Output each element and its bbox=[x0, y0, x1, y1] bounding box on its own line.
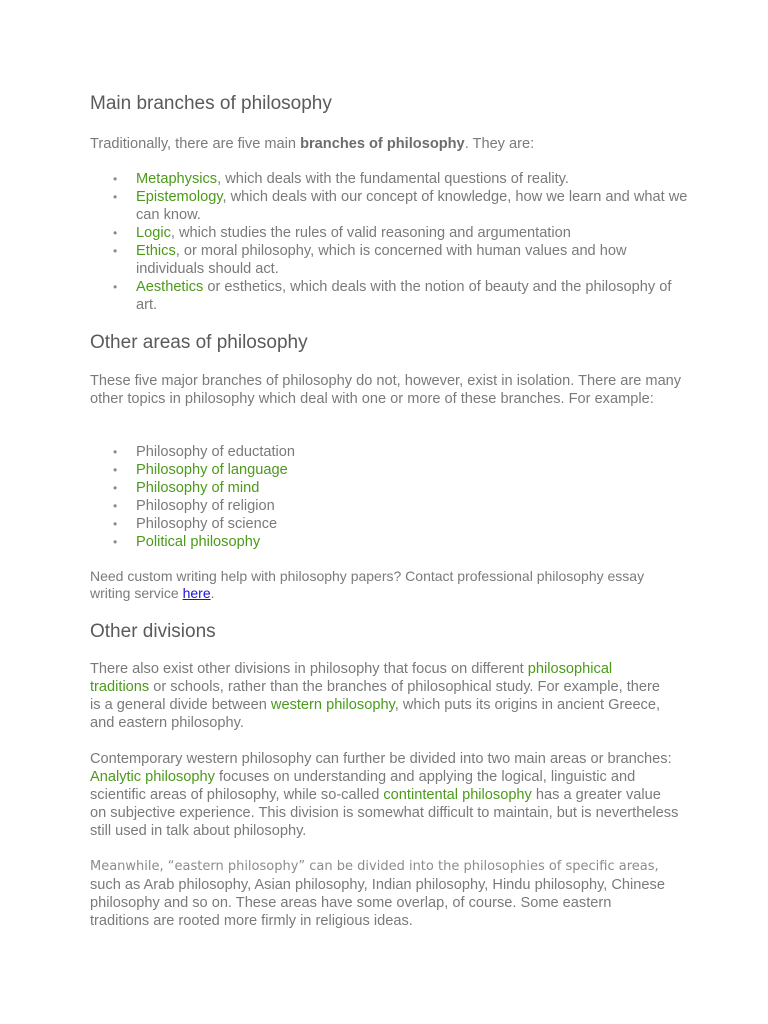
list-item: • Philosophy of religion bbox=[90, 497, 690, 515]
branches-list bbox=[90, 170, 690, 314]
divisions-paragraph-2: Contemporary western philosophy can further be divided into two main areas or branches: Analytic philosophy focuses on understanding and applying the logical, linguistic and scientific areas of philosophy, while so-called contintental philosophy has a greater value on subjective experience. This division is somewhat difficult to maintain, but is nevertheless still used in talk about philosophy. bbox=[90, 751, 679, 839]
divisions-paragraph-1: There also exist other divisions in philosophy that focus on different philosophical traditions or schools, rather than the branches of philosophical study. For example, there is a general divide between western philosophy, which puts its origins in ancient Greece, and eastern philosophy. bbox=[90, 661, 661, 731]
paragraph-first-line: Meanwhile, “eastern philosophy” can be divided into the philosophies of specific areas, bbox=[90, 859, 659, 874]
epistemology-link[interactable]: Epistemology bbox=[136, 189, 223, 205]
list-item bbox=[90, 533, 690, 551]
list-item: • Ethics, or moral philosophy, which is concerned with human values and how individuals should act. bbox=[90, 242, 690, 278]
political-philosophy-link[interactable]: Political philosophy bbox=[136, 534, 261, 550]
other-areas-list bbox=[90, 443, 690, 551]
list-item: • Epistemology, which deals with our concept of knowledge, how we learn and what we can know. bbox=[90, 188, 690, 224]
list-item: • Metaphysics, which deals with the fundamental questions of reality. bbox=[90, 170, 690, 188]
list-item: • Logic, which studies the rules of valid reasoning and argumentation bbox=[90, 224, 690, 242]
philosophy-of-language-link[interactable]: Philosophy of language bbox=[136, 462, 288, 478]
ethics-link[interactable]: Ethics bbox=[136, 243, 176, 259]
branches-bold-text: branches of philosophy bbox=[300, 136, 465, 152]
philosophical-traditions-link[interactable]: philosophical traditions bbox=[90, 661, 613, 695]
divisions-paragraph-3: Meanwhile, “eastern philosophy” can be divided into the philosophies of specific areas, such as Arab philosophy, Asian philosophy, Indian philosophy, Hindu philosophy, Chinese philosophy and so on. These areas have some overlap, of course. Some eastern traditions are rooted more firmly in religious ideas. bbox=[90, 859, 665, 929]
heading-other-areas: Other areas of philosophy bbox=[90, 332, 308, 353]
list-item: • Aesthetics or esthetics, which deals with the notion of beauty and the philosophy of art. bbox=[90, 278, 690, 314]
heading-main-branches: Main branches of philosophy bbox=[90, 93, 332, 114]
intro-paragraph: Traditionally, there are five main branches of philosophy. They are: bbox=[90, 136, 535, 152]
aesthetics-link[interactable]: Aesthetics bbox=[136, 279, 204, 295]
here-link[interactable]: here bbox=[182, 585, 211, 601]
logic-link[interactable]: Logic bbox=[136, 225, 171, 241]
list-item bbox=[90, 461, 690, 479]
list-item bbox=[90, 479, 690, 497]
western-philosophy-link[interactable]: western philosophy bbox=[270, 697, 395, 713]
philosophy-of-mind-link[interactable]: Philosophy of mind bbox=[136, 480, 260, 496]
heading-other-divisions: Other divisions bbox=[90, 621, 216, 642]
other-areas-paragraph: These five major branches of philosophy do not, however, exist in isolation. There are many other topics in philosophy which deal with one or more of these branches. For example: bbox=[90, 373, 682, 407]
list-item: • Philosophy of eductation bbox=[90, 443, 690, 461]
continental-philosophy-link[interactable]: contintental philosophy bbox=[383, 787, 532, 803]
analytic-philosophy-link[interactable]: Analytic philosophy bbox=[90, 769, 215, 785]
metaphysics-link[interactable]: Metaphysics bbox=[136, 171, 218, 187]
list-item: • Philosophy of science bbox=[90, 515, 690, 533]
writing-service-paragraph: Need custom writing help with philosophy papers? Contact professional philosophy essay writing service here. bbox=[90, 568, 645, 601]
